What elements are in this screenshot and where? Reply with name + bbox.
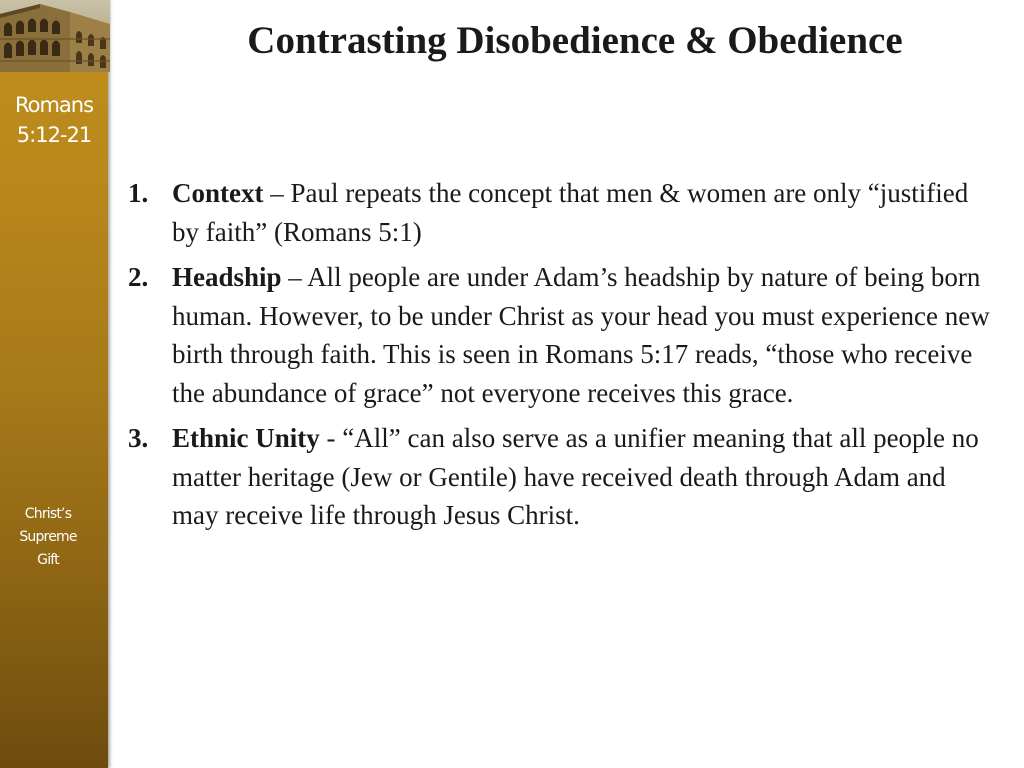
list-item [128,258,998,412]
list-item-term: Headship [172,262,282,292]
list-item-term: Ethnic Unity [172,423,320,453]
list-item-separator: - [319,423,343,453]
slide-title: Contrasting Disobedience & Obedience [247,19,903,62]
list-item-term: Context [172,178,264,208]
sidebar-book-line: Romans [14,93,94,117]
list-item-text: “All” can also serve as a unifier meaning that all people no matter heritage (Jew or Gentile) have received death through Adam and may receive life through Jesus Christ. [172,423,979,530]
sidebar-theme [0,503,96,572]
list-item-text: Paul repeats the concept that men & women are only “justified by faith” (Romans 5:1) [172,178,969,247]
list-item-separator: – [263,178,291,208]
list-item [128,419,998,535]
colosseum-image [0,0,110,72]
sidebar-theme-line: Christ’s [24,506,72,522]
list-item-text: All people are under Adam’s headship by nature of being born human. However, to be under Christ as your head you must experience new birth through faith. This is seen in Romans 5:17 reads, “those who receive the abundance of grace” not everyone receives this grace. [172,262,990,408]
sidebar-book-line: 5:12-21 [16,123,92,147]
content-list [128,174,998,542]
list-item-number: 2. [128,262,149,292]
sidebar-book-reference [0,90,108,150]
list-item [128,174,998,251]
sidebar-theme-line: Supreme [19,529,77,545]
list-item-separator: – [281,262,308,292]
sidebar-theme-line: Gift [37,552,59,568]
list-item-number: 1. [128,178,149,208]
sidebar [0,0,108,768]
list-item-number: 3. [128,423,149,453]
